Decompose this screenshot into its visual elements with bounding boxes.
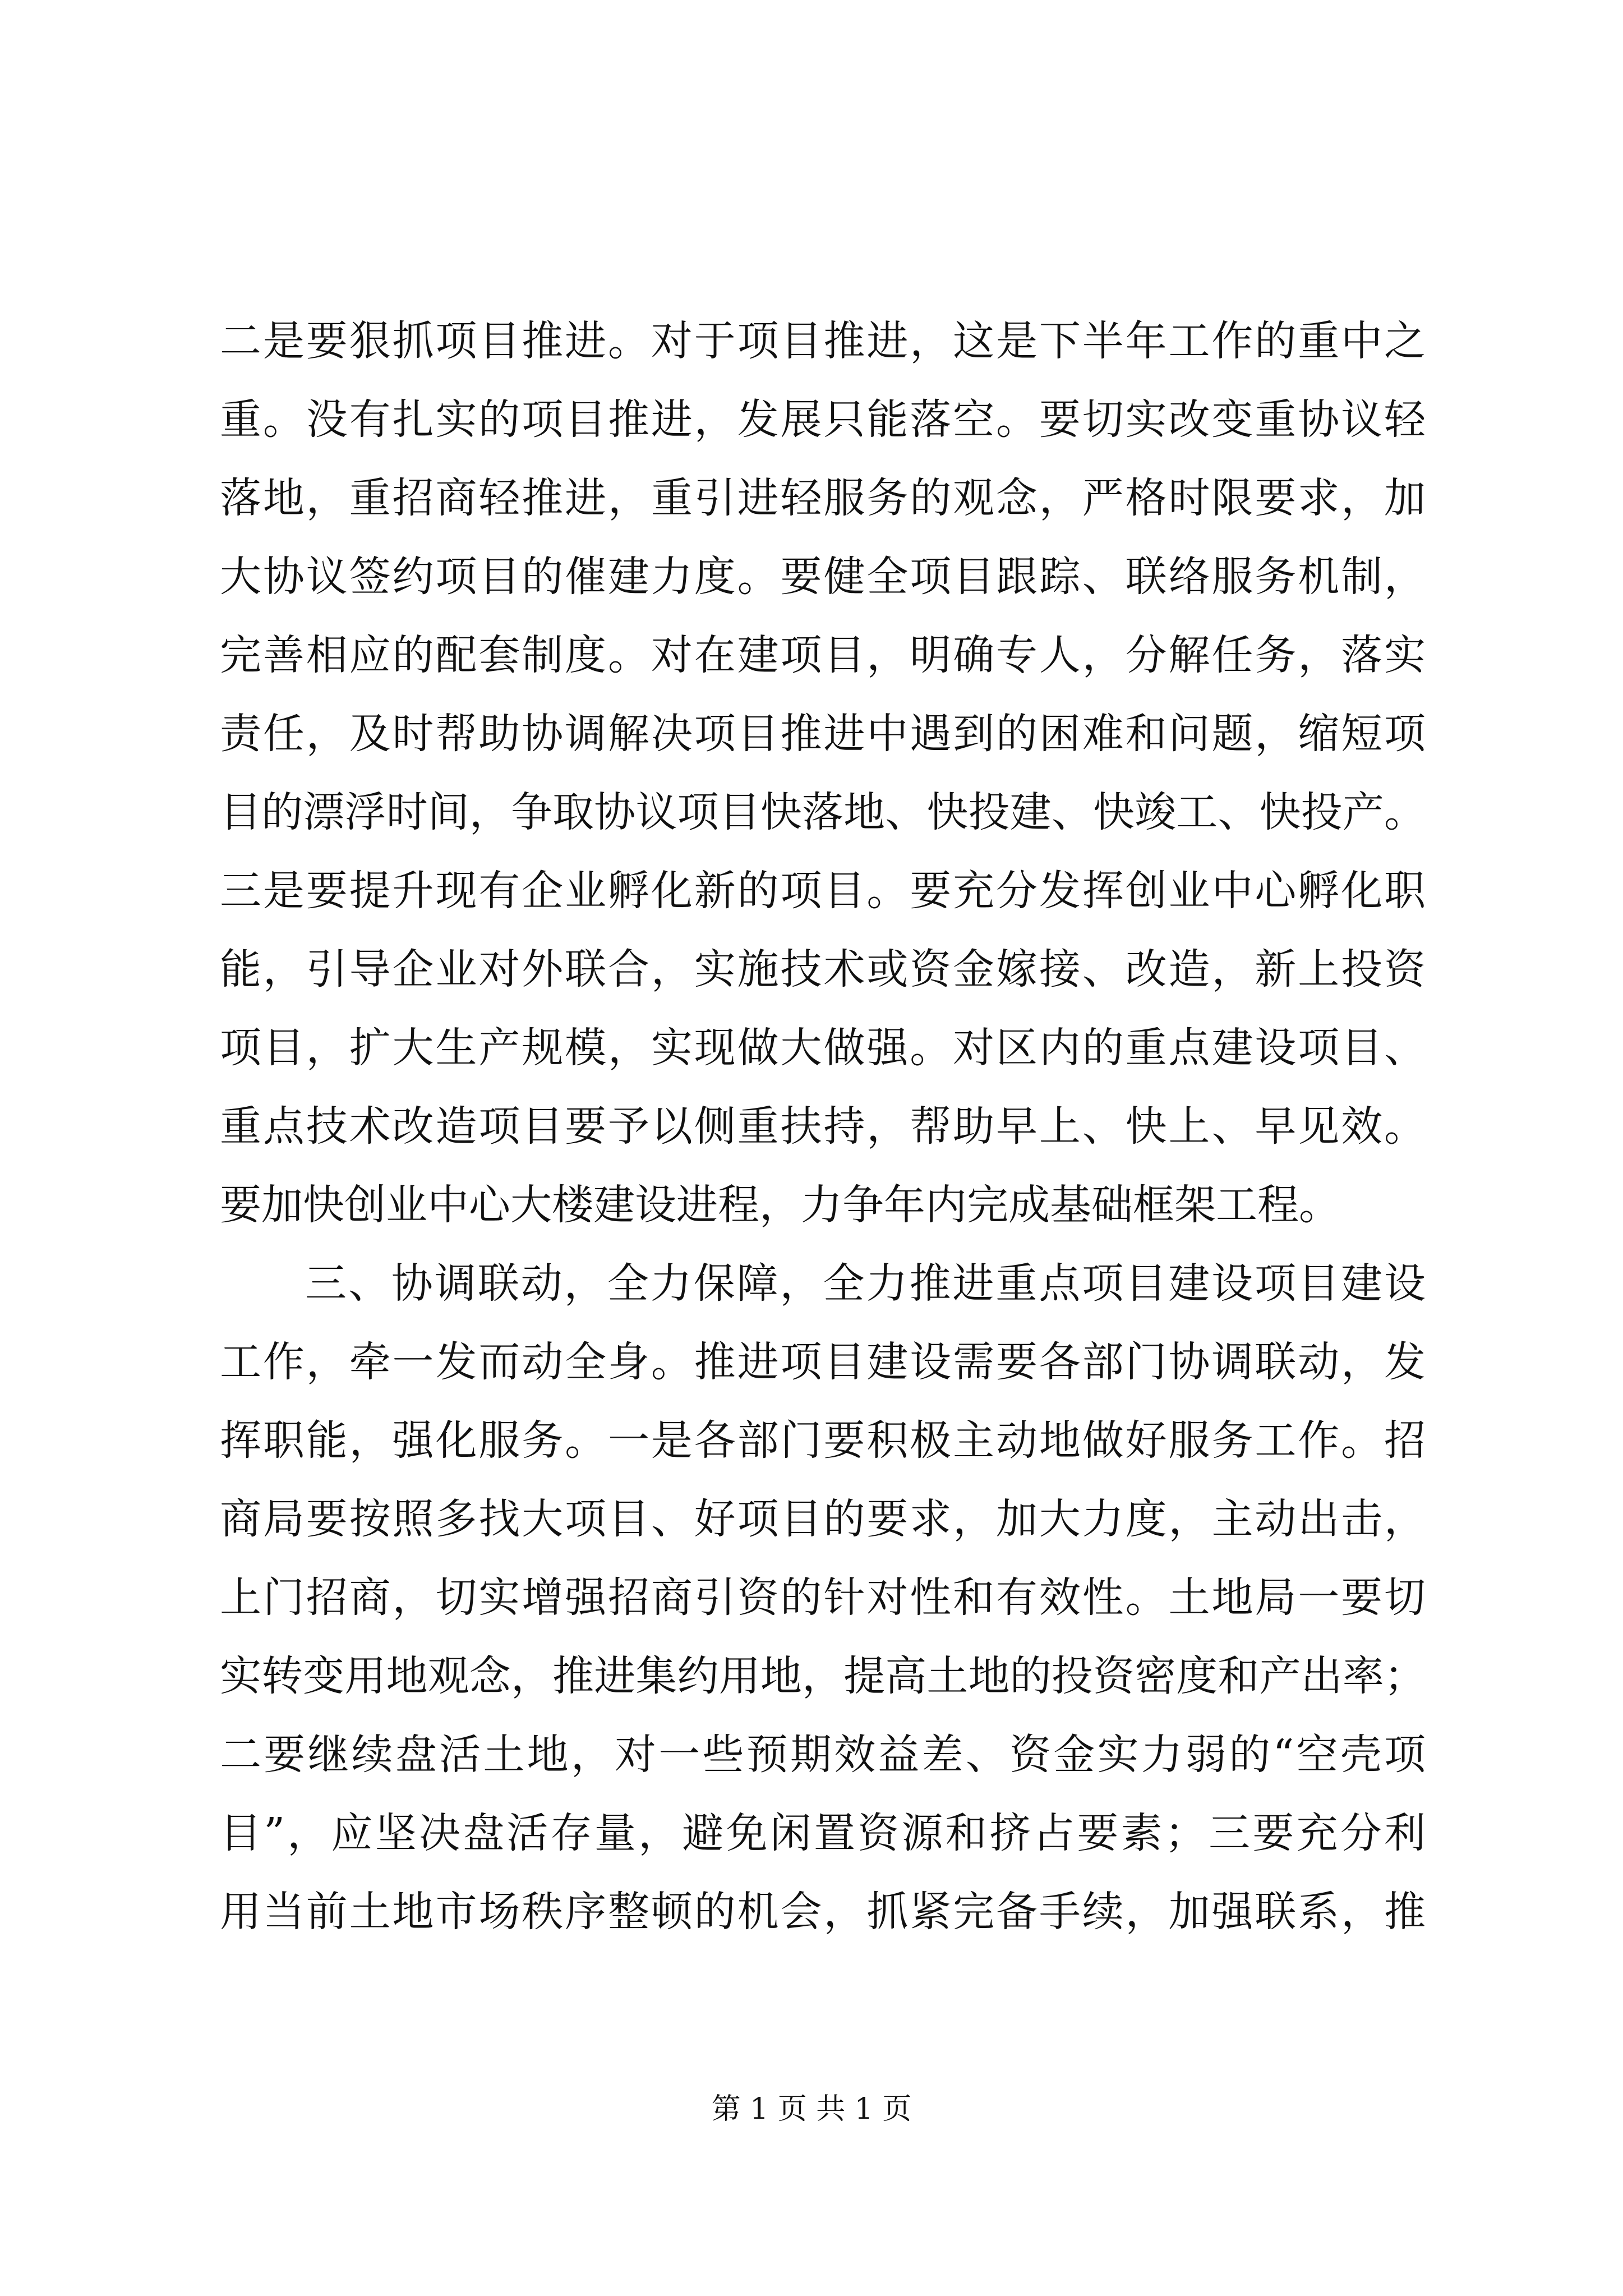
text-line: 要加快创业中心大楼建设进程，力争年内完成基础框架工程。 [220,1181,1340,1229]
text-line: 实转变用地观念，推进集约用地，提高土地的投资密度和产出率； [220,1652,1426,1700]
text-line: 目”，应坚决盘活存量，避免闲置资源和挤占要素；三要充分利 [220,1809,1426,1857]
text-line: 落地，重招商轻推进，重引进轻服务的观念，严格时限要求，加 [220,474,1426,522]
text-line: 三是要提升现有企业孵化新的项目。要充分发挥创业中心孵化职 [220,867,1426,915]
text-line: 责任，及时帮助协调解决项目推进中遇到的困难和问题，缩短项 [220,710,1426,758]
text-line: 重点技术改造项目要予以侧重扶持，帮助早上、快上、早见效。 [220,1102,1426,1151]
text-line: 上门招商，切实增强招商引资的针对性和有效性。土地局一要切 [220,1573,1426,1622]
text-line: 工作，牵一发而动全身。推进项目建设需要各部门协调联动，发 [220,1338,1426,1386]
section-heading-line: 三、协调联动，全力保障，全力推进重点项目建设项目建设 [305,1259,1426,1308]
text-line: 二是要狠抓项目推进。对于项目推进，这是下半年工作的重中之 [220,317,1426,365]
body-text [220,302,1426,1951]
text-line: 用当前土地市场秩序整顿的机会，抓紧完备手续，加强联系，推 [220,1888,1426,1936]
text-line: 能，引导企业对外联合，实施技术或资金嫁接、改造，新上投资 [220,945,1426,993]
text-line: 重。没有扎实的项目推进，发展只能落空。要切实改变重协议轻 [220,395,1426,444]
text-line: 二要继续盘活土地，对一些预期效益差、资金实力弱的“空壳项 [220,1731,1426,1779]
page-number-footer: 第 1 页 共 1 页 [711,2092,912,2126]
text-line: 商局要按照多找大项目、好项目的要求，加大力度，主动出击， [220,1495,1426,1543]
text-line: 挥职能，强化服务。一是各部门要积极主动地做好服务工作。招 [220,1416,1426,1465]
text-line: 完善相应的配套制度。对在建项目，明确专人，分解任务，落实 [220,631,1426,679]
text-line: 目的漂浮时间，争取协议项目快落地、快投建、快竣工、快投产。 [220,788,1426,836]
text-line: 大协议签约项目的催建力度。要健全项目跟踪、联络服务机制， [220,553,1426,601]
text-line: 项目，扩大生产规模，实现做大做强。对区内的重点建设项目、 [220,1024,1426,1072]
